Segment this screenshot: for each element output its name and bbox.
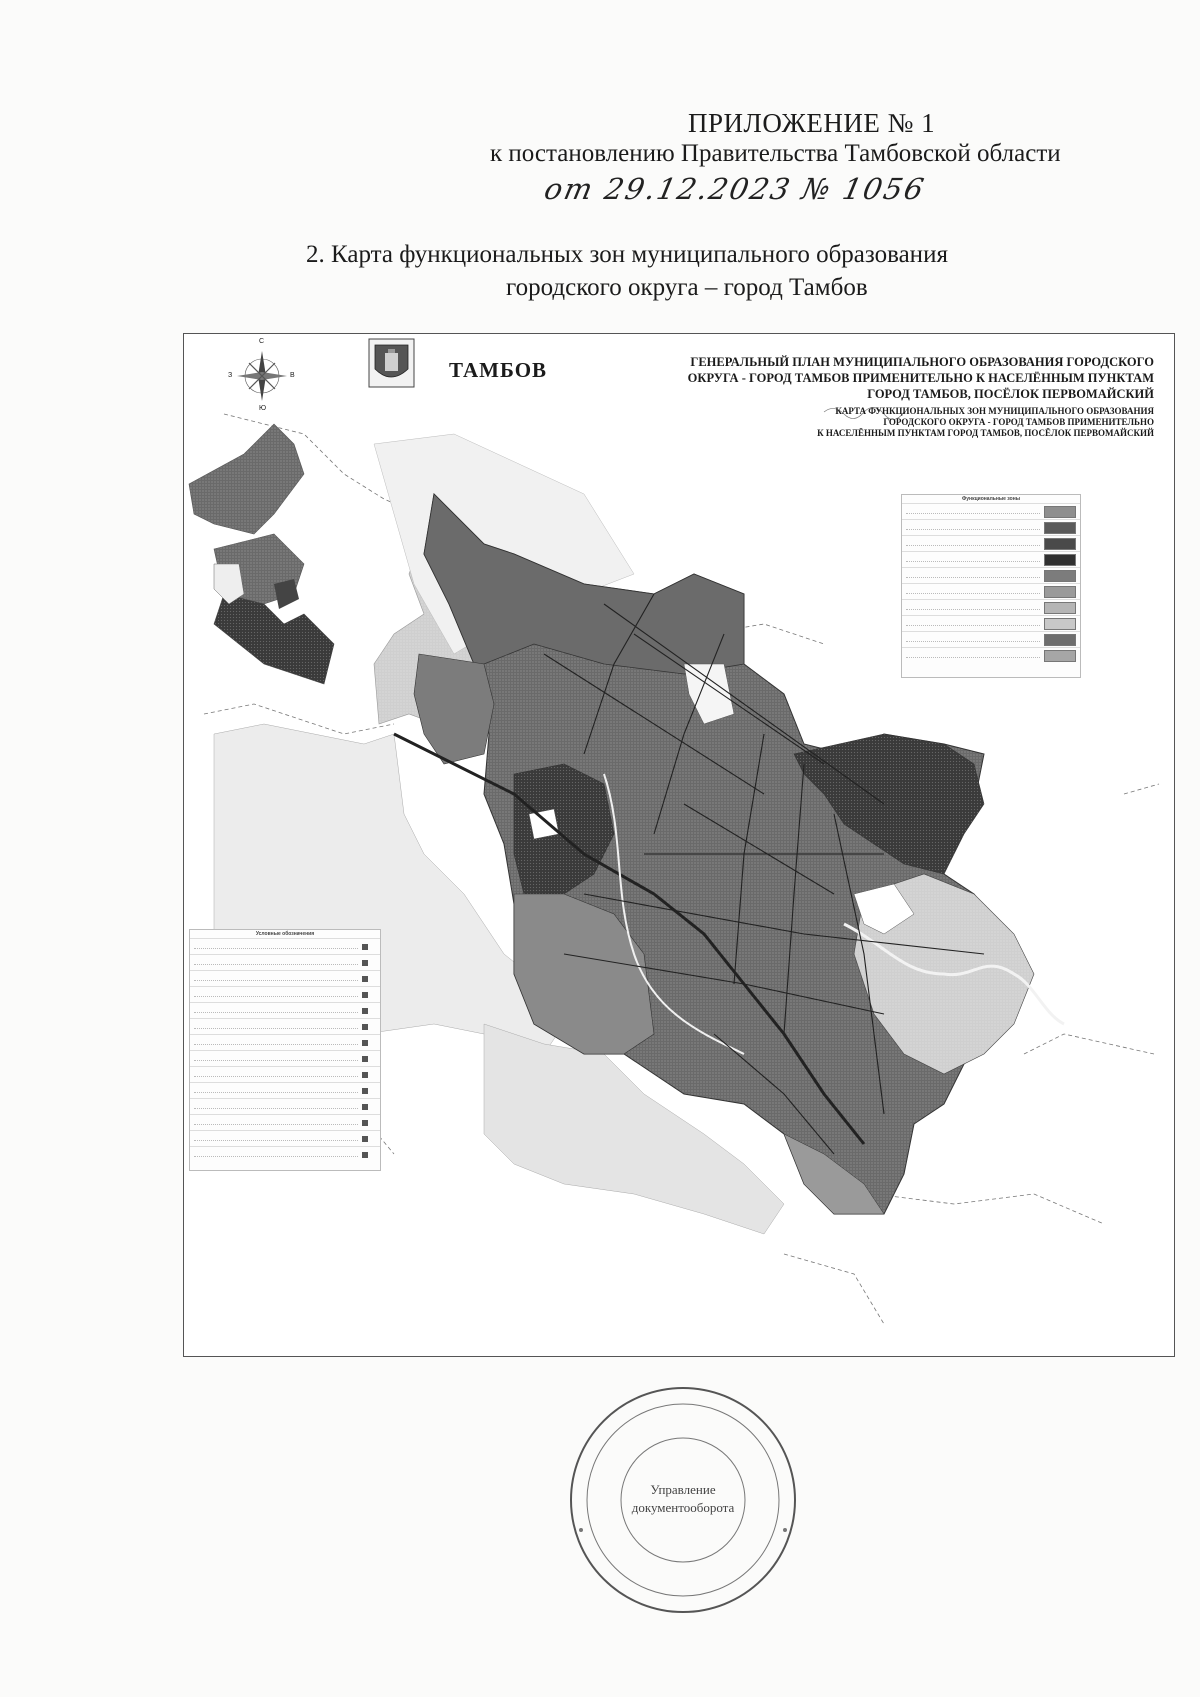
legend-row xyxy=(902,583,1080,599)
legend-row-text-placeholder xyxy=(194,1120,358,1125)
compass-south-label: Ю xyxy=(259,405,267,412)
legend-row-text-placeholder xyxy=(194,1040,358,1045)
legend-symbol xyxy=(362,1120,368,1126)
seal-center-line1: Управление xyxy=(650,1482,716,1497)
document-title-line2: городского округа – город Тамбов xyxy=(506,274,868,301)
legend-title: Функциональные зоны xyxy=(962,496,1020,502)
legend-row xyxy=(190,1050,380,1066)
legend-symbol xyxy=(362,1040,368,1046)
legend-swatch xyxy=(1044,618,1076,630)
legend-swatch xyxy=(1044,650,1076,662)
legend-row-text-placeholder xyxy=(194,976,358,981)
legend-swatch xyxy=(1044,506,1076,518)
legend-row xyxy=(902,567,1080,583)
legend-rows xyxy=(190,938,380,1162)
map-city-name: ТАМБОВ xyxy=(449,358,548,382)
map-title-line: ОКРУГА - ГОРОД ТАМБОВ ПРИМЕНИТЕЛЬНО К НАСЕЛЁННЫМ ПУНКТАМ xyxy=(687,371,1154,385)
seal-center-line2: документооборота xyxy=(631,1500,735,1515)
legend-symbol xyxy=(362,1024,368,1030)
map-drawing xyxy=(184,334,1175,1357)
legend-row xyxy=(190,1082,380,1098)
legend-symbol xyxy=(362,1104,368,1110)
compass-west-label: З xyxy=(228,372,233,379)
legend-row-text-placeholder xyxy=(906,525,1040,530)
legend-row-text-placeholder xyxy=(194,1008,358,1013)
legend-row-text-placeholder xyxy=(906,621,1040,626)
legend-row xyxy=(190,1018,380,1034)
map-subtitle-line: КАРТА ФУНКЦИОНАЛЬНЫХ ЗОН МУНИЦИПАЛЬНОГО ОБРАЗОВАНИЯ xyxy=(835,406,1154,416)
legend-row-text-placeholder xyxy=(906,541,1040,546)
legend-symbol xyxy=(362,1008,368,1014)
legend-row-text-placeholder xyxy=(906,605,1040,610)
legend-row xyxy=(190,954,380,970)
legend-swatch xyxy=(1044,538,1076,550)
legend-row-text-placeholder xyxy=(194,960,358,965)
legend-row-text-placeholder xyxy=(194,1056,358,1061)
legend-row xyxy=(190,1114,380,1130)
legend-row-text-placeholder xyxy=(194,944,358,949)
legend-swatch xyxy=(1044,522,1076,534)
legend-row xyxy=(902,647,1080,663)
legend-symbol xyxy=(362,944,368,950)
legend-swatch xyxy=(1044,586,1076,598)
map-main-title xyxy=(589,354,1154,402)
document-title-line1: 2. Карта функциональных зон муниципального образования xyxy=(306,241,948,268)
map-subtitle xyxy=(684,406,1154,439)
legend-row xyxy=(190,986,380,1002)
legend-functional-zones xyxy=(901,494,1081,678)
legend-row xyxy=(190,1066,380,1082)
legend-row xyxy=(902,599,1080,615)
legend-row xyxy=(902,535,1080,551)
legend-row xyxy=(902,503,1080,519)
legend-row-text-placeholder xyxy=(906,573,1040,578)
legend-row xyxy=(902,631,1080,647)
legend-row-text-placeholder xyxy=(906,637,1040,642)
legend-row xyxy=(190,1034,380,1050)
map-subtitle-line: ГОРОДСКОГО ОКРУГА - ГОРОД ТАМБОВ ПРИМЕНИТЕЛЬНО xyxy=(883,417,1154,427)
tambov-coat-of-arms xyxy=(369,339,414,387)
legend-row xyxy=(902,551,1080,567)
compass-north-label: С xyxy=(259,338,265,345)
map-subtitle-line: К НАСЕЛЁННЫМ ПУНКТАМ ГОРОД ТАМБОВ, ПОСЁЛОК ПЕРВОМАЙСКИЙ xyxy=(817,428,1154,438)
legend-swatch xyxy=(1044,554,1076,566)
legend-row-text-placeholder xyxy=(906,509,1040,514)
official-seal xyxy=(563,1380,803,1620)
legend-row-text-placeholder xyxy=(194,1152,358,1157)
map-title-line: ГОРОД ТАМБОВ, ПОСЁЛОК ПЕРВОМАЙСКИЙ xyxy=(867,387,1154,401)
legend-row xyxy=(190,1130,380,1146)
legend-symbol xyxy=(362,1072,368,1078)
appendix-subtitle: к постановлению Правительства Тамбовской области xyxy=(490,140,1061,167)
legend-row-text-placeholder xyxy=(906,557,1040,562)
legend-symbol xyxy=(362,1056,368,1062)
functional-zones-map xyxy=(183,333,1175,1357)
legend-row xyxy=(190,1146,380,1162)
legend-row xyxy=(190,938,380,954)
appendix-title: ПРИЛОЖЕНИЕ № 1 xyxy=(688,108,936,138)
legend-swatch xyxy=(1044,570,1076,582)
legend-symbol xyxy=(362,1088,368,1094)
legend-row-text-placeholder xyxy=(194,1104,358,1109)
legend-conventional-symbols xyxy=(189,929,381,1171)
legend-symbol xyxy=(362,992,368,998)
legend-row-text-placeholder xyxy=(194,1088,358,1093)
legend-row-text-placeholder xyxy=(194,1072,358,1077)
legend-symbol xyxy=(362,960,368,966)
legend-title: Условные обозначения xyxy=(255,931,315,937)
legend-row xyxy=(190,970,380,986)
legend-row xyxy=(902,615,1080,631)
legend-row-text-placeholder xyxy=(194,1024,358,1029)
handwritten-date-number: от 29.12.2023 № 1056 xyxy=(541,172,929,206)
legend-row-text-placeholder xyxy=(906,653,1040,658)
legend-symbol xyxy=(362,1152,368,1158)
compass-east-label: В xyxy=(290,372,295,379)
legend-rows xyxy=(902,503,1080,663)
legend-swatch xyxy=(1044,634,1076,646)
northwest-enclave xyxy=(189,424,334,684)
legend-row xyxy=(190,1002,380,1018)
compass-rose xyxy=(237,351,287,401)
legend-row xyxy=(190,1098,380,1114)
legend-symbol xyxy=(362,976,368,982)
map-title-line: ГЕНЕРАЛЬНЫЙ ПЛАН МУНИЦИПАЛЬНОГО ОБРАЗОВАНИЯ ГОРОДСКОГО xyxy=(690,355,1154,369)
legend-swatch xyxy=(1044,602,1076,614)
legend-symbol xyxy=(362,1136,368,1142)
legend-row xyxy=(902,519,1080,535)
legend-row-text-placeholder xyxy=(906,589,1040,594)
legend-row-text-placeholder xyxy=(194,1136,358,1141)
legend-row-text-placeholder xyxy=(194,992,358,997)
